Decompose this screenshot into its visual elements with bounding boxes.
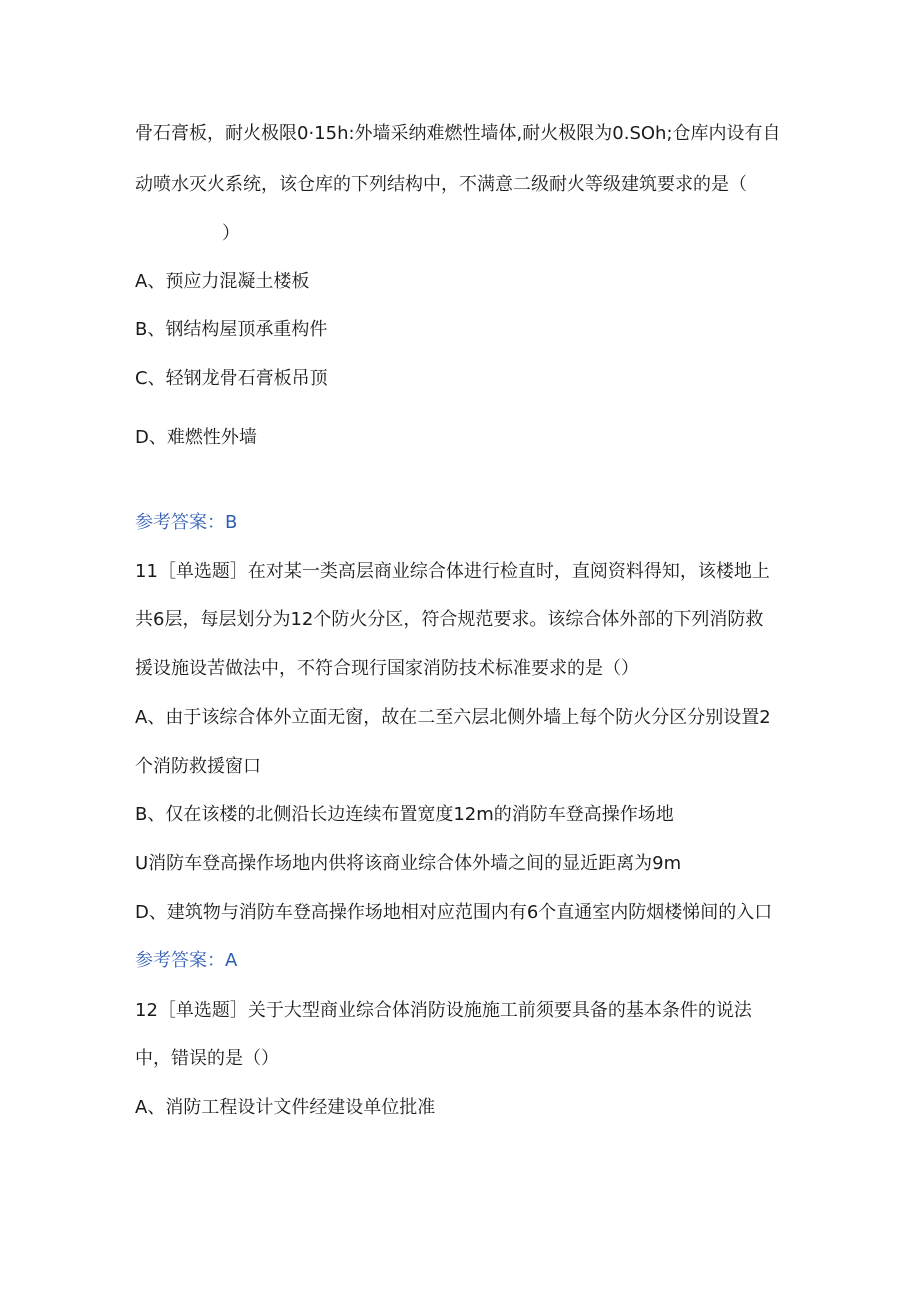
q10-option-a: A、预应力混凝土楼板 <box>135 271 310 292</box>
q12-option-a: A、消防工程设计文件经建设单位批准 <box>135 1097 436 1118</box>
q12-stem-line-1: 12［单选题］关于大型商业综合体消防设施施工前须要具备的基本条件的说法 <box>135 1000 752 1021</box>
q11-option-c: U消防车登高操作场地内供将该商业综合体外墙之间的显近距离为9m <box>135 853 682 874</box>
q11-option-a-cont: 个消防救援窗口 <box>135 756 261 777</box>
q10-option-b: B、钢结构屋顶承重构件 <box>135 319 328 340</box>
q11-stem-line-1: 11［单选题］在对某一类高层商业综合体进行检直时，直阅资料得知，该楼地上 <box>135 561 770 582</box>
q11-option-b: B、仅在该楼的北侧沿长边连续布置宽度12m的消防车登高操作场地 <box>135 804 674 825</box>
q10-stem-line-2: 动喷水灭火系统，该仓库的下列结构中，不满意二级耐火等级建筑要求的是（ <box>135 174 747 195</box>
q12-stem-line-2: 中，错误的是（） <box>135 1048 279 1069</box>
q10-answer: 参考答案：B <box>135 512 238 533</box>
q10-stem-line-3: ） <box>222 223 240 244</box>
q10-stem-line-1: 骨石膏板，耐火极限0·15h:外墙采纳难燃性墙体,耐火极限为0.SOh;仓库内设有自 <box>135 123 781 144</box>
q11-stem-line-3: 援设施设苦做法中，不符合现行国家消防技术标准要求的是（） <box>135 658 639 679</box>
q11-option-d: D、建筑物与消防车登高操作场地相对应范围内有6个直通室内防烟楼悌间的入口 <box>135 902 773 923</box>
q10-option-c: C、轻钢龙骨石膏板吊顶 <box>135 368 328 389</box>
q11-option-a: A、由于该综合体外立面无窗，故在二至六层北侧外墙上每个防火分区分别设置2 <box>135 707 771 728</box>
q11-answer: 参考答案：A <box>135 950 238 971</box>
q11-stem-line-2: 共6层，每层划分为12个防火分区，符合规范要求。该综合体外部的下列消防救 <box>135 609 764 630</box>
q10-option-d: D、难燃性外墙 <box>135 427 257 448</box>
